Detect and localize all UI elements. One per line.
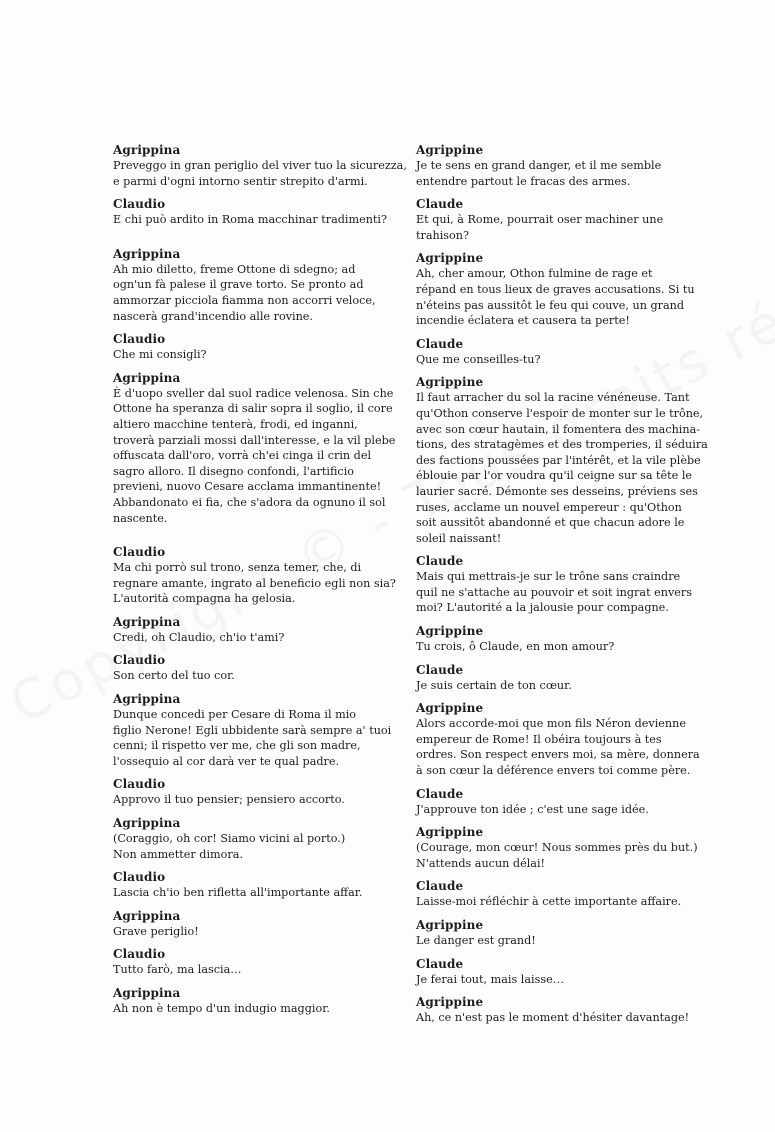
dialogue-line: Tutto farò, ma lascia… [113, 963, 242, 977]
dialogue-line: quil ne s'attache au pouvoir et soit ingrat envers [416, 585, 692, 599]
dialogue-block [113, 545, 396, 607]
dialogue-line: Ah, ce n'est pas le moment d'hésiter davantage! [416, 1011, 690, 1025]
dialogue-line: regnare amante, ingrato al beneficio egli non sia? [113, 576, 396, 590]
dialogue-line: Ah non è tempo d'un indugio maggior. [113, 1002, 330, 1015]
dialogue-line: Mais qui mettrais-je sur le trône sans craindre [416, 570, 681, 584]
dialogue-gap [113, 236, 388, 247]
dialogue-block [416, 337, 698, 368]
dialogue-line: Abbandonato ei fia, che s'adora da ognuno il sol [113, 495, 386, 509]
dialogue-line: à son cœur la déférence envers toi comme père. [416, 764, 691, 778]
speaker-name: Agrippina [113, 614, 181, 629]
dialogue-line: J'approuve ton idée ; c'est une sage idée. [416, 802, 649, 816]
dialogue-line: ruses, acclame un nouvel empereur : qu'Othon [416, 500, 682, 514]
dialogue-line: e parmi d'ogni intorno sentir strepito d'armi. [113, 174, 368, 188]
speaker-name: Agrippina [113, 908, 181, 923]
dialogue-block [113, 816, 388, 862]
dialogue-block [113, 777, 388, 808]
dialogue-block [113, 986, 388, 1017]
dialogue-line: Grave periglio! [113, 924, 199, 938]
dialogue-line: previeni, nuovo Cesare acclama immantinente! [113, 480, 382, 494]
dialogue-block [113, 947, 388, 978]
dialogue-line: E chi può ardito in Roma macchinar tradimenti? [113, 213, 387, 227]
dialogue-block [416, 375, 708, 546]
speaker-name: Agrippine [416, 701, 484, 716]
dialogue-line: figlio Nerone! Egli ubbidente sarà sempre a' tuoi [113, 723, 392, 737]
speaker-name: Claude [416, 554, 464, 569]
dialogue-block [416, 624, 698, 655]
dialogue-line: Alors accorde-moi que mon fils Néron devienne [416, 717, 686, 731]
dialogue-line: N'attends aucun délai! [416, 856, 546, 870]
dialogue-block [416, 197, 698, 243]
dialogue-block [416, 554, 698, 616]
dialogue-line: Approvo il tuo pensier; pensiero accorto. [113, 793, 345, 807]
dialogue-line: nascente. [113, 511, 168, 525]
speaker-name: Agrippina [113, 246, 181, 261]
speaker-name: Claudio [113, 870, 166, 885]
dialogue-block [113, 143, 407, 189]
speaker-name: Claude [416, 786, 464, 801]
speaker-name: Claude [416, 197, 464, 212]
dialogue-line: Preveggo in gran periglio del viver tuo la sicurezza, [113, 159, 407, 172]
dialogue-line: moi? L'autorité a la jalousie pour compagne. [416, 601, 669, 615]
dialogue-line: incendie éclatera et causera ta perte! [416, 314, 630, 328]
dialogue-line: trahison? [416, 228, 469, 242]
speaker-name: Claudio [113, 545, 166, 560]
dialogue-line: Il faut arracher du sol la racine vénéneuse. Tant [416, 391, 690, 405]
dialogue-line: Ottone ha speranza di salir sopra il soglio, il core [113, 402, 393, 416]
dialogue-line: sagro alloro. Il disegno confondi, l'artificio [113, 464, 355, 478]
dialogue-line: Non ammetter dimora. [113, 847, 243, 861]
dialogue-line: l'ossequio al cor darà ver te qual padre. [113, 754, 340, 768]
dialogue-line: nascerà grand'incendio alle rovine. [113, 309, 313, 323]
dialogue-line: ordres. Son respect envers moi, sa mère, donnera [416, 748, 700, 762]
speaker-name: Claudio [113, 777, 166, 792]
dialogue-block [416, 879, 698, 910]
dialogue-block [113, 247, 388, 324]
dialogue-line: Et qui, à Rome, pourrait oser machiner une [416, 213, 664, 227]
speaker-name: Agrippine [416, 995, 484, 1010]
dialogue-block [416, 663, 698, 694]
dialogue-line: È d'uopo sveller dal suol radice velenosa. Sin che [113, 386, 394, 400]
dialogue-line: Son certo del tuo cor. [113, 669, 235, 683]
speaker-name: Agrippine [416, 825, 484, 840]
dialogue-line: Che mi consigli? [113, 348, 207, 362]
speaker-name: Agrippine [416, 624, 484, 639]
dialogue-line: Laisse-moi réfléchir à cette importante affaire. [416, 895, 682, 909]
speaker-name: Agrippine [416, 918, 484, 932]
dialogue-block [113, 909, 388, 940]
dialogue-block [113, 615, 388, 646]
dialogue-line: Tu crois, ô Claude, en mon amour? [416, 640, 615, 654]
speaker-name: Agrippina [113, 370, 181, 385]
dialogue-line: éblouie par l'or voudra qu'il ceigne sur sa tête le [416, 469, 693, 483]
dialogue-block [416, 957, 698, 988]
dialogue-line: soleil naissant! [416, 531, 502, 545]
french-column [416, 143, 708, 1034]
speaker-name: Claude [416, 336, 464, 351]
dialogue-block [113, 870, 388, 901]
speaker-name: Claudio [113, 947, 166, 962]
dialogue-block [113, 653, 388, 684]
dialogue-line: offuscata dall'oro, vorrà ch'ei cinga il crin del [113, 449, 372, 463]
dialogue-line: avec son cœur hautain, il fomentera des machina- [416, 422, 701, 436]
speaker-name: Claude [416, 879, 464, 894]
italian-column [113, 143, 407, 1025]
dialogue-line: (Coraggio, oh cor! Siamo vicini al porto.) [113, 832, 346, 846]
dialogue-line: soit aussitôt abandonné et que chacun adore le [416, 516, 685, 530]
speaker-name: Agrippine [416, 143, 484, 157]
dialogue-block [113, 197, 388, 228]
speaker-name: Agrippina [113, 986, 181, 1000]
speaker-name: Agrippina [113, 692, 181, 707]
dialogue-line: cenni; il rispetto ver me, che gli son madre, [113, 739, 361, 753]
dialogue-line: tions, des stratagèmes et des tromperies, il séduira [416, 438, 708, 452]
speaker-name: Claude [416, 662, 464, 677]
dialogue-line: des factions poussées par l'intérêt, et la vile plèbe [416, 453, 701, 467]
dialogue-block [416, 825, 698, 871]
dialogue-block [113, 370, 396, 526]
dialogue-line: L'autorità compagna ha gelosia. [113, 592, 296, 606]
speaker-name: Claudio [113, 332, 166, 347]
dialogue-line: Je suis certain de ton cœur. [416, 678, 572, 692]
dialogue-line: Je te sens en grand danger, et il me semble [416, 159, 662, 172]
dialogue-line: Ma chi porrò sul trono, senza temer, che, di [113, 561, 362, 575]
dialogue-gap [113, 534, 388, 545]
dialogue-line: Credi, oh Claudio, ch'io t'ami? [113, 630, 285, 644]
dialogue-line: altiero macchine tenterà, frodi, ed inganni, [113, 417, 358, 431]
dialogue-line: n'éteins pas aussitôt le feu qui couve, un grand [416, 298, 684, 312]
speaker-name: Claudio [113, 197, 166, 212]
dialogue-line: ammorzar picciola fiamma non accorri veloce, [113, 293, 376, 307]
dialogue-line: Le danger est grand! [416, 934, 536, 947]
dialogue-block [416, 787, 698, 818]
dialogue-block [416, 918, 698, 949]
speaker-name: Agrippine [416, 251, 484, 266]
dialogue-line: ogn'un fà palese il grave torto. Se pronto ad [113, 278, 364, 292]
speaker-name: Claudio [113, 653, 166, 668]
dialogue-line: Ah, cher amour, Othon fulmine de rage et [416, 267, 653, 281]
dialogue-line: Dunque concedi per Cesare di Roma il mio [113, 708, 357, 722]
dialogue-line: Ah mio diletto, freme Ottone di sdegno; ad [113, 262, 356, 276]
dialogue-block [416, 995, 698, 1026]
dialogue-block [416, 143, 698, 189]
dialogue-line: troverà parziali mossi dall'interesse, e la vil plebe [113, 433, 396, 447]
dialogue-line: Je ferai tout, mais laisse… [416, 972, 564, 986]
speaker-name: Agrippina [113, 816, 181, 831]
speaker-name: Agrippina [113, 143, 181, 157]
dialogue-block [113, 332, 388, 363]
dialogue-line: empereur de Rome! Il obéira toujours à tes [416, 732, 662, 746]
dialogue-line: Que me conseilles-tu? [416, 352, 541, 366]
speaker-name: Claude [416, 956, 464, 971]
dialogue-block [416, 701, 698, 778]
dialogue-line: (Courage, mon cœur! Nous sommes près du but.) [416, 841, 698, 855]
dialogue-line: entendre partout le fracas des armes. [416, 174, 631, 188]
speaker-name: Agrippine [416, 375, 484, 390]
dialogue-block [113, 692, 392, 769]
dialogue-block [416, 251, 698, 328]
dialogue-line: qu'Othon conserve l'espoir de monter sur le trône, [416, 406, 704, 420]
dialogue-line: Lascia ch'io ben rifletta all'importante affar. [113, 886, 363, 900]
dialogue-line: répand en tous lieux de graves accusations. Si tu [416, 282, 695, 296]
dialogue-line: laurier sacré. Démonte ses desseins, préviens ses [416, 484, 698, 498]
